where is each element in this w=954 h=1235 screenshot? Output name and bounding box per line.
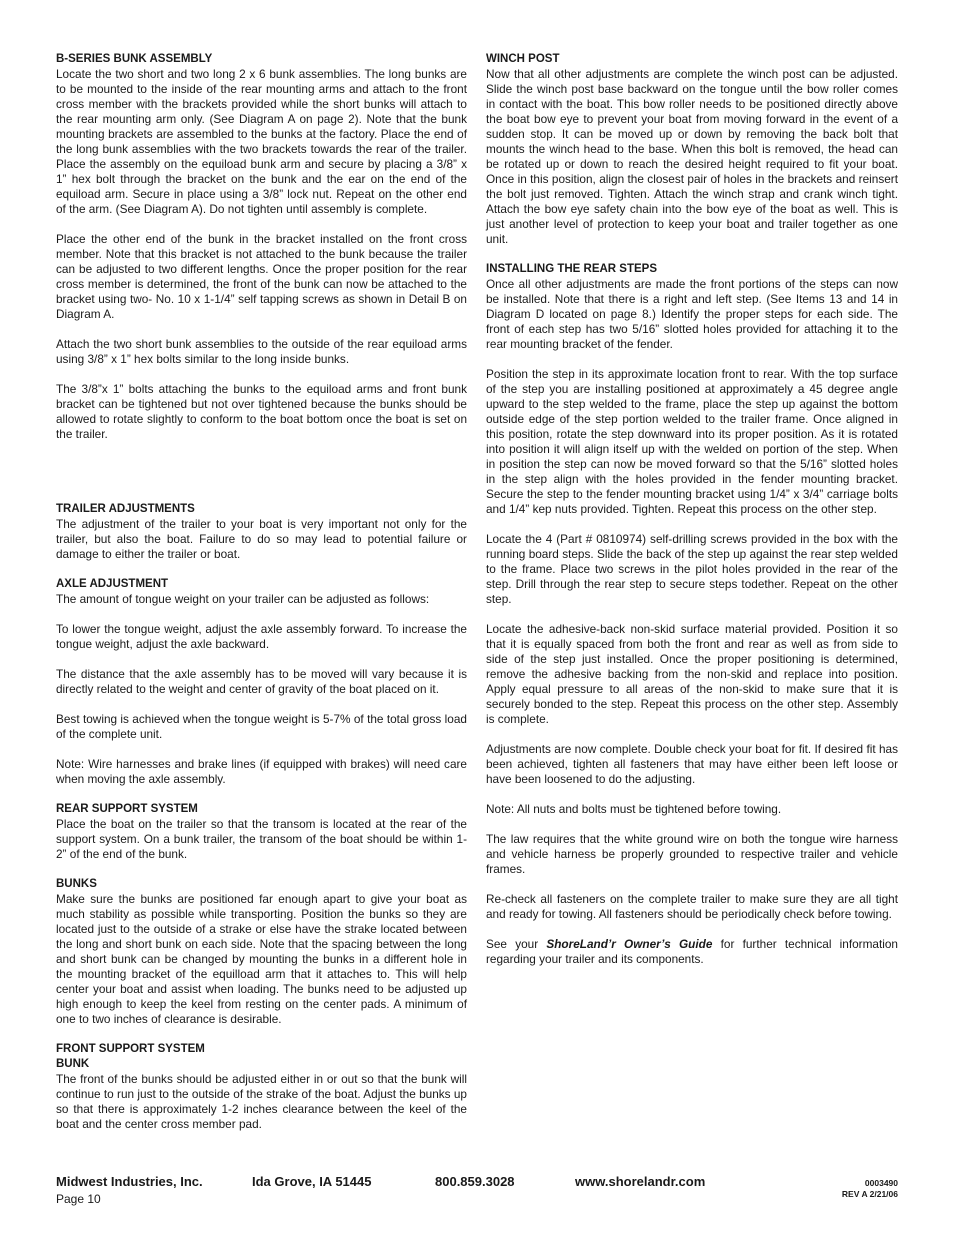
- section-front-support-system: [56, 1042, 467, 1132]
- paragraph: Note: All nuts and bolts must be tightened before towing.: [486, 802, 782, 816]
- left-column: [56, 52, 467, 1132]
- footer-revision: REV A 2/21/06: [841, 1189, 898, 1199]
- paragraph: The adjustment of the trailer to your boat is very important not only for the trailer, but also the boat. Failure to do so may lead to potential failure or damage to either the trailer or boat.: [56, 517, 467, 561]
- paragraph: Locate the adhesive-back non-skid surface material provided. Position it so that it is equally spaced from both the front and rear as well as from side to side of the step just installed. Once the proper positioning is determined, remove the adhesive backing from the non-skid and replace into position. Apply equal pressure to all areas of the non-skid to make sure that it is securely bonded to the step. Repeat this process on the other step. Assembly is complete.: [486, 622, 898, 726]
- section-heading: INSTALLING THE REAR STEPS: [486, 263, 658, 275]
- paragraph: Re-check all fasteners on the complete trailer to make sure they are all tight and ready for towing. All fasteners should be periodically check before towing.: [486, 892, 898, 921]
- page-number: Page 10: [56, 1192, 101, 1206]
- footer-phone: 800.859.3028: [435, 1174, 515, 1189]
- guide-prefix: See your: [486, 937, 547, 951]
- paragraph: Adjustments are now complete. Double check your boat for fit. If desired fit has been achieved, tighten all fasteners that may have either been left loose or have been loosened to do the adjusting.: [486, 742, 898, 786]
- section-heading: AXLE ADJUSTMENT: [56, 578, 169, 590]
- paragraph: The front of the bunks should be adjusted either in or out so that the bunk will continue to run just to the outside of the strake of the boat. Adjust the bunks up so that there is approximately 1-2 inches clearance between the keel of the boat and the center cross member pad.: [56, 1072, 467, 1131]
- footer-company: Midwest Industries, Inc.: [56, 1174, 203, 1189]
- paragraph: Attach the two short bunk assemblies to the outside of the rear equiload arms using 3/8” x 1” hex bolts similar to the long inside bunks.: [56, 337, 467, 366]
- section-rear-support-system: [56, 802, 467, 862]
- spacer: [56, 442, 467, 502]
- paragraph: The amount of tongue weight on your trailer can be adjusted as follows:: [56, 592, 430, 606]
- section-b-series-bunk-assembly: [56, 52, 467, 442]
- paragraph: Position the step in its approximate location front to rear. With the top surface of the step you are installing positioned at approximately a 45 degree angle upward to the step welded to the frame, place the step up against the bottom outside edge of the step portion welded to the trailer frame. Once aligned in this position, rotate the step downward into its proper position. As it is rotated into position it will align itself up with the welded on portion of the step. When in position the step can now be moved forward so that the 5/16” slotted holes in the step align with the holes provided in the fender mounting bracket. Secure the step to the fender mounting bracket using 1/4” x 3/4” carriage bolts and 1/4” kep nuts provided. Tighten. Repeat this process on the other step.: [486, 367, 898, 516]
- section-heading: B-SERIES BUNK ASSEMBLY: [56, 53, 213, 65]
- guide-suffix: for further technical information regarding your trailer and its components.: [486, 937, 898, 966]
- section-trailer-adjustments: [56, 502, 467, 562]
- paragraph: The 3/8”x 1” bolts attaching the bunks to the equiload arms and front bunk bracket can be tightened but not over tightened because the bunks should be allowed to rotate slightly to conform to the boat bottom once the boat is set on the trailer.: [56, 382, 467, 441]
- paragraph: Place the boat on the trailer so that the transom is located at the rear of the support system. On a bunk trailer, the transom of the boat should be within 1-2” of the end of the bunk.: [56, 817, 467, 861]
- section-installing-rear-steps: [486, 262, 898, 967]
- footer-website: www.shorelandr.com: [575, 1174, 706, 1189]
- paragraph: Now that all other adjustments are complete the winch post can be adjusted. Slide the winch post base backward on the tongue until the bow roller comes in contact with the boat. This bow roller needs to be positioned directly above the boat bow eye to prevent your boat from moving forward in the event of a sudden stop. It can be moved up or down by removing the back bolt that mounts the winch head to the base. When this bolt is removed, the head can be rotated up or down to reach the desired height required to fit your boat. Once in this position, align the closest pair of holes in the brackets and reinsert the bolt just removed. Tighten. Attach the winch strap and crank winch tight. Attach the bow eye safety chain into the bow eye of the boat as well. This is just another level of protection to keep your boat and trailer together as one unit.: [486, 67, 898, 246]
- section-subheading: BUNK: [56, 1058, 90, 1070]
- page-footer: [56, 1174, 898, 1206]
- paragraph: Place the other end of the bunk in the bracket installed on the front cross member. Note that this bracket is not attached to the bunk because the trailer can be adjusted to two different lengths. Once the proper position for the rear cross member is determined, the front of the bunk can now be attached to the bracket using two- No. 10 x 1-1/4” self tapping screws as shown in Detail B on Diagram A.: [56, 232, 467, 321]
- section-heading: BUNKS: [56, 878, 97, 890]
- footer-doc-number: 0003490: [864, 1178, 898, 1188]
- footer-doc-info: [842, 1178, 898, 1200]
- paragraph: The distance that the axle assembly has to be moved will vary because it is directly related to the weight and center of gravity of the boat placed on it.: [56, 667, 467, 696]
- footer-city: Ida Grove, IA 51445: [252, 1174, 372, 1189]
- section-axle-adjustment: [56, 577, 467, 787]
- section-heading: WINCH POST: [486, 53, 560, 65]
- owners-guide-title: ShoreLand’r Owner’s Guide: [546, 937, 713, 951]
- paragraph: To lower the tongue weight, adjust the axle assembly forward. To increase the tongue weight, adjust the axle backward.: [56, 622, 467, 651]
- section-heading: REAR SUPPORT SYSTEM: [56, 803, 198, 815]
- paragraph: Locate the two short and two long 2 x 6 bunk assemblies. The long bunks are to be mounted to the inside of the rear mounting arms and attach to the front cross member with the brackets provided while the short bunks will attach to the rear mounting arm only. (See Diagram A on page 2). Note that the bunk mounting brackets are assembled to the bunks at the factory. Place the end of the long bunk assemblies with the two brackets towards the rear of the trailer. Place the assembly on the equiload bunk arm and secure by placing a 3/8” x 1” hex bolt through the bracket on the bunk and the ear on the end of the equiload arm. Secure in place using a 3/8” lock nut. Repeat on the other end of the arm. (See Diagram A). Do not tighten until assembly is complete.: [56, 67, 467, 216]
- section-bunks: [56, 877, 467, 1027]
- paragraph: The law requires that the white ground wire on both the tongue wire harness and vehicle harness be properly grounded to respective trailer and vehicle frames.: [486, 832, 898, 876]
- owners-guide-paragraph: [486, 937, 898, 967]
- right-column: [486, 52, 898, 967]
- paragraph: Best towing is achieved when the tongue weight is 5-7% of the total gross load of the complete unit.: [56, 712, 467, 741]
- paragraph: Locate the 4 (Part # 0810974) self-drilling screws provided in the box with the running board steps. Slide the back of the step up against the rear step welded to the frame. Place two screws in the pilot holes provided in the rear of the step. Drill through the rear step to secure steps todether. Repeat on the other step.: [486, 532, 898, 606]
- section-heading: FRONT SUPPORT SYSTEM: [56, 1043, 205, 1055]
- paragraph: Once all other adjustments are made the front portions of the steps can now be installed. Note that there is a right and left step. (See Items 13 and 14 in Diagram D located on page 8.) Identify the proper steps for each side. The front of each step has two 5/16” slotted holes provided for attaching it to the rear mounting bracket of the fender.: [486, 277, 898, 351]
- paragraph: Make sure the bunks are positioned far enough apart to give your boat as much stability as possible while transporting. Position the bunks so they are located just to the outside of a strake or else have the strake located between the long and short bunk on each side. Note that the spacing between the long and short bunk can be changed by mounting the bunks in a different hole in the mounting bracket of the equilload arm that it attaches to. This will help center your boat and assist when loading. The bunks need to be adjusted up high enough to keep the keel from resting on the center pads. A minimum of one to two inches of clearance is desirable.: [56, 892, 467, 1026]
- paragraph: Note: Wire harnesses and brake lines (if equipped with brakes) will need care when moving the axle assembly.: [56, 757, 467, 786]
- section-winch-post: [486, 52, 898, 247]
- section-heading: TRAILER ADJUSTMENTS: [56, 503, 195, 515]
